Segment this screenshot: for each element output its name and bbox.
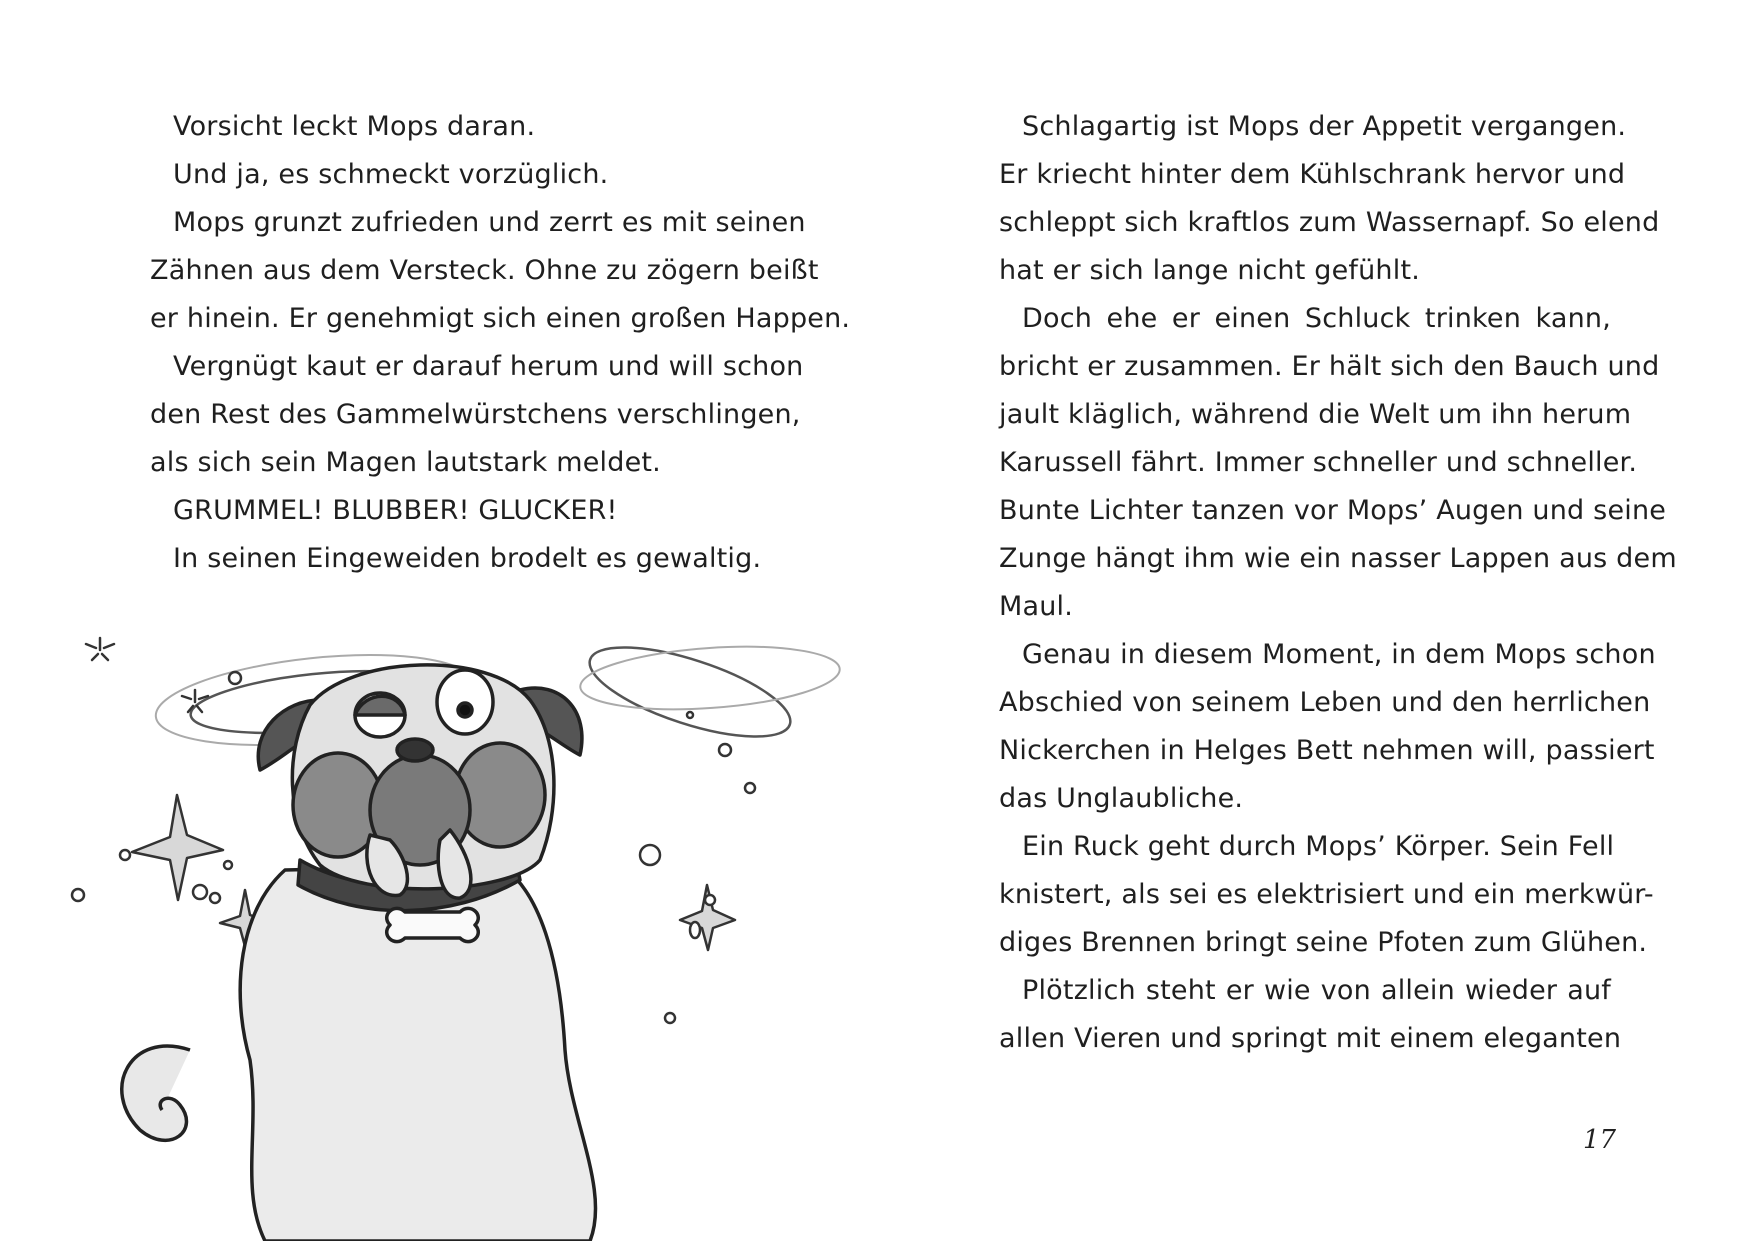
text-line: Maul. — [999, 591, 1074, 622]
text-line: jault kläglich, während die Welt um ihn herum — [999, 399, 1632, 430]
text-line: schleppt sich kraftlos zum Wassernapf. So elend — [999, 207, 1660, 238]
bubble — [705, 895, 715, 905]
text-line: Karussell fährt. Immer schneller und schneller. — [999, 447, 1638, 478]
text-line: das Unglaubliche. — [999, 783, 1244, 814]
text-line: Ein Ruck geht durch Mops’ Körper. Sein Fell — [1022, 831, 1615, 862]
bubble — [72, 889, 84, 901]
text-line: Schlagartig ist Mops der Appetit vergangen. — [1022, 111, 1627, 142]
text-line: In seinen Eingeweiden brodelt es gewaltig. — [173, 543, 762, 574]
dizzy-ring — [578, 639, 842, 717]
text-line: GRUMMEL! BLUBBER! GLUCKER! — [173, 495, 618, 526]
pug-tail — [122, 1046, 190, 1140]
text-line: allen Vieren und springt mit einem eleganten — [999, 1023, 1622, 1054]
page-number: 17 — [1583, 1125, 1617, 1155]
pug-pupil — [458, 703, 472, 717]
text-line: Nickerchen in Helges Bett nehmen will, passiert — [999, 735, 1655, 766]
text-line: Plötzlich steht er wie von allein wieder auf — [1022, 975, 1611, 1006]
left-text-column — [150, 103, 851, 583]
bubble — [640, 845, 660, 865]
text-line: Vergnügt kaut er darauf herum und will schon — [173, 351, 804, 382]
bubble — [229, 672, 241, 684]
bubble — [745, 783, 755, 793]
text-line: Er kriecht hinter dem Kühlschrank hervor und — [999, 159, 1626, 190]
right-text-column — [999, 103, 1677, 1063]
bubble — [210, 893, 220, 903]
bone-icon — [387, 908, 479, 941]
text-line: als sich sein Magen lautstark meldet. — [150, 447, 661, 478]
text-line: bricht er zusammen. Er hält sich den Bauch und — [999, 351, 1660, 382]
star-icon — [132, 795, 223, 900]
text-line: Mops grunzt zufrieden und zerrt es mit seinen — [173, 207, 806, 238]
text-line: Bunte Lichter tanzen vor Mops’ Augen und seine — [999, 495, 1667, 526]
text-line: Vorsicht leckt Mops daran. — [173, 111, 536, 142]
bubble — [719, 744, 731, 756]
pug-nose — [397, 739, 433, 761]
sparkle-icon — [86, 638, 114, 660]
text-line: Zunge hängt ihm wie ein nasser Lappen aus dem — [999, 543, 1677, 574]
bubble — [224, 861, 232, 869]
text-line: diges Brennen bringt seine Pfoten zum Glühen. — [999, 927, 1648, 958]
text-line: Zähnen aus dem Versteck. Ohne zu zögern beißt — [150, 255, 819, 286]
text-line: Genau in diesem Moment, in dem Mops schon — [1022, 639, 1656, 670]
text-line: hat er sich lange nicht gefühlt. — [999, 255, 1421, 286]
bubble — [690, 922, 700, 938]
text-line: knistert, als sei es elektrisiert und ein merkwür- — [999, 879, 1654, 910]
text-line: Und ja, es schmeckt vorzüglich. — [173, 159, 609, 190]
bubble — [120, 850, 130, 860]
text-line: den Rest des Gammelwürstchens verschlingen, — [150, 399, 801, 430]
bubble — [665, 1013, 675, 1023]
dizzy-pug-illustration — [70, 630, 870, 1241]
bubble — [687, 712, 693, 718]
bubble — [193, 885, 207, 899]
text-line: er hinein. Er genehmigt sich einen großen Happen. — [150, 303, 851, 334]
text-line: Abschied von seinem Leben und den herrlichen — [999, 687, 1651, 718]
text-line: Doch ehe er einen Schluck trinken kann, — [1022, 303, 1611, 334]
